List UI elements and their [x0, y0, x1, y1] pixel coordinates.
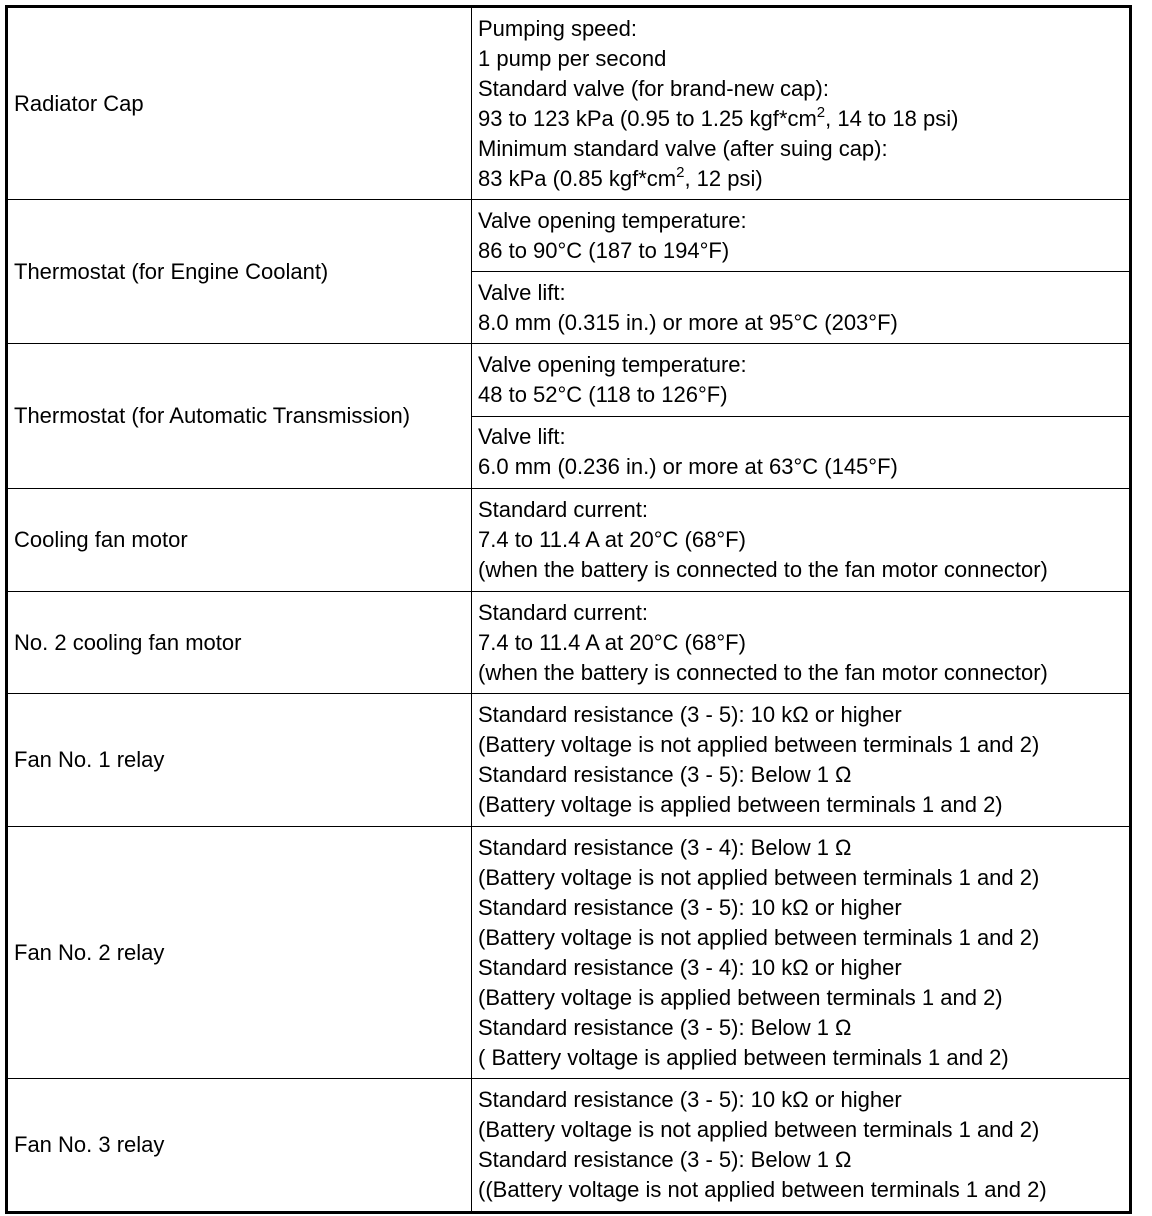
spec-line: (Battery voltage is not applied between terminals 1 and 2) [478, 732, 1040, 757]
spec-line: Standard resistance (3 - 5): 10 kΩ or higher [478, 1087, 902, 1112]
spec-line: (Battery voltage is applied between terminals 1 and 2) [478, 984, 1003, 1010]
spec-line: Valve lift: [478, 279, 566, 305]
table-row [7, 592, 1131, 694]
spec-line: Standard resistance (3 - 5): 10 kΩ or higher [478, 894, 902, 920]
item-name-cell: Radiator Cap [7, 7, 472, 200]
spec-line: Standard resistance (3 - 5): Below 1 Ω [478, 1147, 852, 1172]
item-name-cell: Thermostat (for Automatic Transmission) [7, 344, 472, 489]
item-name-cell: No. 2 cooling fan motor [7, 592, 472, 694]
spec-line: (Battery voltage is not applied between terminals 1 and 2) [478, 924, 1040, 950]
table-row [7, 1079, 1131, 1213]
spec-line: Valve opening temperature: [478, 207, 747, 233]
spec-line: (Battery voltage is not applied between terminals 1 and 2) [478, 1117, 1040, 1142]
item-name-cell: Fan No. 2 relay [7, 827, 472, 1079]
spec-line: 48 to 52°C (118 to 126°F) [478, 381, 728, 407]
specification-cell [472, 1079, 1131, 1213]
specification-table [5, 5, 1132, 1214]
spec-text: 83 kPa (0.85 kgf*cm [478, 165, 677, 191]
table-row [7, 827, 1131, 1079]
spec-line: 8.0 mm (0.315 in.) or more at 95°C (203°F) [478, 309, 898, 335]
spec-line: Minimum standard valve (after suing cap): [478, 135, 888, 161]
spec-line: (when the battery is connected to the fan motor connector) [478, 557, 1048, 582]
spec-line: (when the battery is connected to the fan motor connector) [478, 659, 1048, 685]
spec-text: 93 to 123 kPa (0.95 to 1.25 kgf*cm [478, 105, 817, 131]
specification-cell [472, 592, 1131, 694]
table-row [7, 344, 1131, 417]
specification-cell [472, 827, 1131, 1079]
spec-line: 7.4 to 11.4 A at 20°C (68°F) [478, 527, 746, 552]
specification-cell [472, 272, 1131, 344]
spec-line: ((Battery voltage is not applied between terminals 1 and 2) [478, 1177, 1047, 1202]
superscript: 2 [816, 103, 826, 121]
spec-line: Valve opening temperature: [478, 351, 747, 377]
table-row [7, 489, 1131, 592]
spec-line: Pumping speed: [478, 15, 637, 41]
spec-line: Standard resistance (3 - 5): Below 1 Ω [478, 762, 852, 787]
spec-text: , 12 psi) [684, 165, 763, 191]
spec-line: Valve lift: [478, 424, 566, 450]
spec-line: Standard current: [478, 599, 648, 625]
item-name-cell: Thermostat (for Engine Coolant) [7, 200, 472, 344]
item-name-cell: Fan No. 1 relay [7, 694, 472, 827]
specification-cell [472, 489, 1131, 592]
table-row [7, 694, 1131, 827]
specification-cell [472, 7, 1131, 200]
spec-line [478, 164, 1123, 194]
spec-line [478, 104, 1123, 134]
table-row [7, 7, 1131, 200]
spec-line: ( Battery voltage is applied between terminals 1 and 2) [478, 1044, 1009, 1070]
table-row [7, 200, 1131, 272]
spec-line: Standard resistance (3 - 4): Below 1 Ω [478, 834, 852, 860]
spec-line: 86 to 90°C (187 to 194°F) [478, 237, 730, 263]
item-name-cell: Cooling fan motor [7, 489, 472, 592]
spec-line: 6.0 mm (0.236 in.) or more at 63°C (145°F) [478, 454, 898, 480]
spec-line: (Battery voltage is not applied between terminals 1 and 2) [478, 864, 1040, 890]
spec-line: Standard resistance (3 - 5): Below 1 Ω [478, 1014, 852, 1040]
spec-line: Standard resistance (3 - 5): 10 kΩ or higher [478, 702, 902, 727]
spec-line: Standard valve (for brand-new cap): [478, 75, 829, 101]
spec-line: 1 pump per second [478, 45, 667, 71]
specification-cell [472, 200, 1131, 272]
spec-text: , 14 to 18 psi) [825, 105, 959, 131]
spec-line: 7.4 to 11.4 A at 20°C (68°F) [478, 629, 746, 655]
specification-cell [472, 416, 1131, 489]
specification-cell [472, 694, 1131, 827]
specification-cell [472, 344, 1131, 417]
spec-line: Standard current: [478, 497, 648, 522]
spec-line: Standard resistance (3 - 4): 10 kΩ or higher [478, 954, 902, 980]
spec-line: (Battery voltage is applied between terminals 1 and 2) [478, 792, 1003, 817]
superscript: 2 [676, 163, 685, 181]
item-name-cell: Fan No. 3 relay [7, 1079, 472, 1213]
